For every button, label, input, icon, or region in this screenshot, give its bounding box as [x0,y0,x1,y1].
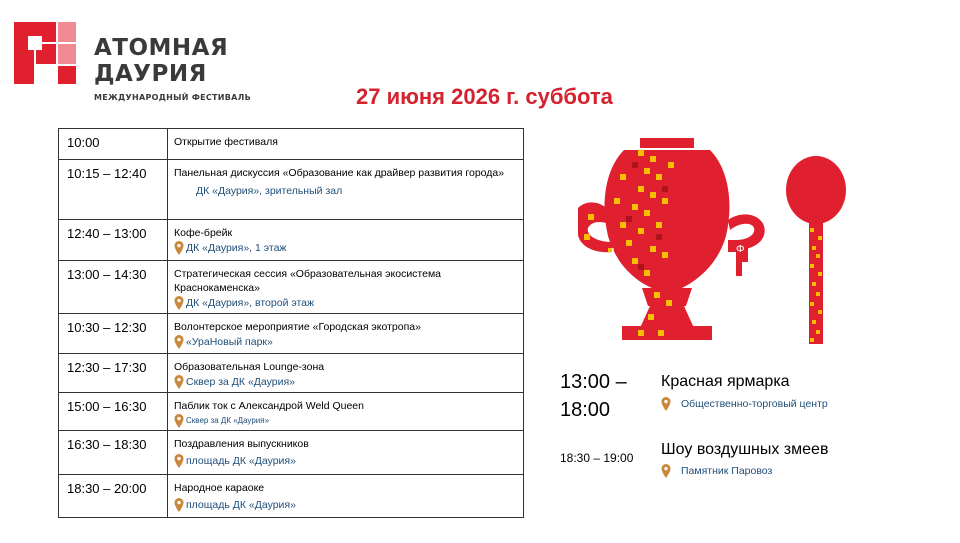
row-title: Волонтерское мероприятие «Городская экотропа» [174,321,421,333]
samovar-illustration-icon [578,128,768,348]
event-title: Красная ярмарка [661,373,790,390]
brand-name [94,35,251,102]
event-time-start: 13:00 – [560,371,627,393]
row-title-cell [168,160,524,220]
brand-subtitle: МЕЖДУНАРОДНЫЙ ФЕСТИВАЛЬ [94,93,252,102]
event-title: Шоу воздушных змеев [661,441,829,458]
row-location [174,335,517,349]
location-text: площадь ДК «Даурия» [186,499,296,511]
row-title: Народное караоке [174,482,265,494]
row-title-cell [168,354,524,393]
map-pin-icon [174,414,184,428]
row-title: Образовательная Lounge-зона [174,361,325,373]
map-pin-icon [174,375,184,389]
map-pin-icon [174,335,184,349]
row-title: Кофе-брейк [174,227,233,239]
row-time: 12:40 – 13:00 [59,220,168,261]
row-location [174,414,517,428]
festival-logo-icon [14,22,76,84]
row-title: Стратегическая сессия «Образовательная экосистема Краснокаменска» [174,268,442,294]
brand-line-2: ДАУРИЯ [94,61,207,87]
row-time: 10:00 [59,129,168,160]
brand-line-1: АТОМНАЯ [94,35,229,61]
location-text: ДК «Даурия», зрительный зал [196,185,343,197]
row-title: Панельная дискуссия «Образование как драйвер развития города» [174,167,505,179]
row-location [174,296,517,310]
map-pin-icon [174,241,184,255]
event-location [661,464,772,478]
row-time: 16:30 – 18:30 [59,431,168,475]
location-text: «УраНовый парк» [186,336,273,348]
table-row [59,129,524,160]
row-title: Паблик ток с Александрой Weld Queen [174,400,364,412]
row-title-cell [168,220,524,261]
page-title-date: 27 июня 2026 г. суббота [356,84,613,109]
table-row [59,261,524,314]
row-title-cell [168,393,524,431]
row-location [174,454,517,468]
location-text: Общественно-торговый центр [681,398,828,410]
row-location [174,498,517,512]
table-row [59,160,524,220]
schedule-table [58,128,524,518]
event-time [560,368,627,424]
row-title-cell [168,475,524,518]
event-location [661,397,828,411]
row-time: 10:15 – 12:40 [59,160,168,220]
table-row [59,314,524,354]
row-location [174,375,517,389]
row-title-cell [168,261,524,314]
table-row [59,431,524,475]
row-location [174,184,517,198]
map-pin-icon [661,397,671,411]
svg-text:Ф: Ф [736,244,745,255]
row-title-cell [168,431,524,475]
event-time-end: 18:00 [560,399,611,421]
row-time: 10:30 – 12:30 [59,314,168,354]
table-row [59,220,524,261]
map-pin-icon [174,296,184,310]
row-title: Поздравления выпускников [174,438,309,450]
location-text: Сквер за ДК «Даурия» [186,416,270,425]
row-title-cell [168,129,524,160]
map-pin-icon [174,498,184,512]
row-time: 18:30 – 20:00 [59,475,168,518]
row-time: 15:00 – 16:30 [59,393,168,431]
table-row [59,354,524,393]
location-text: Памятник Паровоз [681,465,773,477]
row-time: 12:30 – 17:30 [59,354,168,393]
map-pin-icon [661,464,671,478]
map-pin-icon [174,454,184,468]
event-time: 18:30 – 19:00 [560,451,634,465]
location-text: Сквер за ДК «Даурия» [186,376,295,388]
location-text: площадь ДК «Даурия» [186,455,296,467]
row-title: Открытие фестиваля [174,136,278,148]
spoon-illustration-icon [784,156,848,346]
location-text: ДК «Даурия», 1 этаж [186,242,287,254]
row-location [174,241,517,255]
row-title-cell [168,314,524,354]
location-text: ДК «Даурия», второй этаж [186,297,315,309]
row-time: 13:00 – 14:30 [59,261,168,314]
table-row [59,393,524,431]
table-row [59,475,524,518]
